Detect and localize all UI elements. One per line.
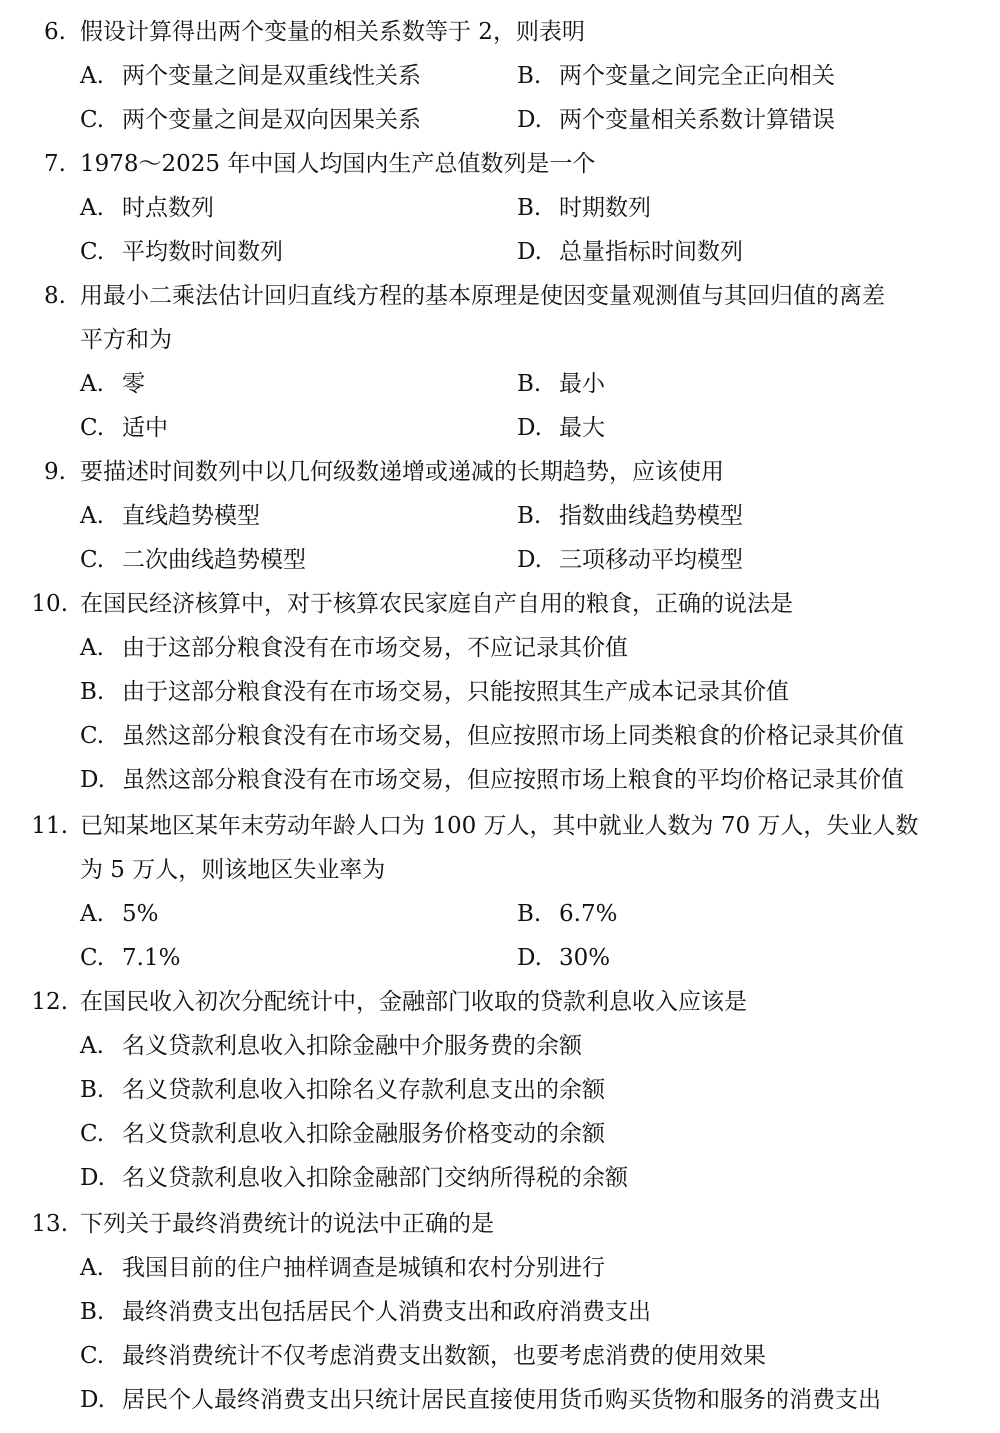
- option-a: [80, 899, 159, 929]
- option-text: 零: [122, 371, 145, 397]
- option-b: [517, 193, 651, 223]
- question-number: 8.: [44, 283, 66, 309]
- option-text: 最大: [559, 415, 605, 441]
- option-d: [517, 105, 835, 135]
- option-a: [80, 501, 260, 531]
- option-text: 总量指标时间数列: [559, 239, 743, 265]
- option-letter: B.: [80, 679, 105, 705]
- option-text: 平均数时间数列: [122, 239, 283, 265]
- option-letter: D.: [517, 107, 542, 133]
- option-c: [80, 1119, 605, 1149]
- option-a: [80, 61, 421, 91]
- option-letter: A.: [80, 195, 104, 221]
- option-letter: C.: [80, 415, 105, 441]
- option-a: [80, 1031, 582, 1061]
- option-c: [80, 105, 421, 135]
- question-stem: 在国民经济核算中，对于核算农民家庭自产自用的粮食，正确的说法是: [80, 591, 793, 617]
- option-b: [517, 501, 743, 531]
- option-letter: A.: [80, 371, 104, 397]
- option-c: [80, 545, 306, 575]
- option-a: [80, 193, 214, 223]
- option-letter: B.: [80, 1299, 105, 1325]
- option-a: [80, 633, 628, 663]
- option-letter: C.: [80, 107, 105, 133]
- question-number: 13.: [31, 1211, 68, 1237]
- option-text: 30%: [559, 945, 611, 971]
- option-letter: B.: [517, 63, 542, 89]
- option-letter: A.: [80, 1255, 104, 1281]
- option-text: 虽然这部分粮食没有在市场交易，但应按照市场上粮食的平均价格记录其价值: [122, 767, 904, 793]
- option-d: [80, 1385, 881, 1415]
- question-stem: 假设计算得出两个变量的相关系数等于 2，则表明: [80, 19, 585, 45]
- option-letter: A.: [80, 901, 104, 927]
- option-text: 时期数列: [559, 195, 651, 221]
- option-a: [80, 1253, 605, 1283]
- option-text: 直线趋势模型: [122, 503, 260, 529]
- question-number: 12.: [31, 989, 68, 1015]
- question-number: 6.: [44, 19, 66, 45]
- option-letter: B.: [517, 901, 542, 927]
- option-letter: C.: [80, 723, 105, 749]
- option-letter: D.: [80, 767, 105, 793]
- question-stem: 已知某地区某年末劳动年龄人口为 100 万人，其中就业人数为 70 万人，失业人数: [80, 813, 919, 839]
- question-stem: 用最小二乘法估计回归直线方程的基本原理是使因变量观测值与其回归值的离差: [80, 283, 885, 309]
- question-number: 11.: [31, 813, 68, 839]
- option-b: [80, 677, 789, 707]
- option-text: 5%: [122, 901, 159, 927]
- option-text: 两个变量之间是双重线性关系: [122, 63, 421, 89]
- option-text: 我国目前的住户抽样调查是城镇和农村分别进行: [122, 1255, 605, 1281]
- option-c: [80, 943, 180, 973]
- option-text: 三项移动平均模型: [559, 547, 743, 573]
- option-text: 两个变量相关系数计算错误: [559, 107, 835, 133]
- question-stem: 要描述时间数列中以几何级数递增或递减的长期趋势，应该使用: [80, 459, 724, 485]
- option-text: 名义贷款利息收入扣除金融中介服务费的余额: [122, 1033, 582, 1059]
- option-letter: C.: [80, 547, 105, 573]
- option-text: 居民个人最终消费支出只统计居民直接使用货币购买货物和服务的消费支出: [122, 1387, 881, 1413]
- option-letter: C.: [80, 1343, 105, 1369]
- option-letter: A.: [80, 635, 104, 661]
- option-text: 适中: [122, 415, 168, 441]
- option-letter: D.: [80, 1387, 105, 1413]
- option-text: 最终消费支出包括居民个人消费支出和政府消费支出: [122, 1299, 651, 1325]
- question-number: 9.: [44, 459, 66, 485]
- option-c: [80, 237, 283, 267]
- question-number: 7.: [44, 151, 66, 177]
- option-b: [517, 61, 835, 91]
- option-letter: C.: [80, 945, 105, 971]
- option-letter: D.: [517, 239, 542, 265]
- option-text: 虽然这部分粮食没有在市场交易，但应按照市场上同类粮食的价格记录其价值: [122, 723, 904, 749]
- option-d: [517, 237, 743, 267]
- option-text: 名义贷款利息收入扣除金融服务价格变动的余额: [122, 1121, 605, 1147]
- option-text: 指数曲线趋势模型: [559, 503, 743, 529]
- option-text: 由于这部分粮食没有在市场交易，只能按照其生产成本记录其价值: [122, 679, 789, 705]
- option-text: 两个变量之间是双向因果关系: [122, 107, 421, 133]
- option-text: 两个变量之间完全正向相关: [559, 63, 835, 89]
- option-text: 最小: [559, 371, 605, 397]
- question-number: 10.: [31, 591, 68, 617]
- option-letter: C.: [80, 1121, 105, 1147]
- question-stem: 在国民收入初次分配统计中，金融部门收取的贷款利息收入应该是: [80, 989, 747, 1015]
- option-d: [80, 765, 904, 795]
- option-c: [80, 413, 168, 443]
- option-a: [80, 369, 145, 399]
- question-stem: 下列关于最终消费统计的说法中正确的是: [80, 1211, 494, 1237]
- option-letter: D.: [517, 547, 542, 573]
- option-letter: D.: [517, 945, 542, 971]
- option-letter: C.: [80, 239, 105, 265]
- option-text: 名义贷款利息收入扣除金融部门交纳所得税的余额: [122, 1165, 628, 1191]
- option-b: [517, 369, 605, 399]
- option-letter: B.: [517, 503, 542, 529]
- option-d: [517, 545, 743, 575]
- question-stem: 1978～2025 年中国人均国内生产总值数列是一个: [80, 151, 596, 177]
- option-c: [80, 1341, 766, 1371]
- option-text: 6.7%: [559, 901, 618, 927]
- option-text: 时点数列: [122, 195, 214, 221]
- option-letter: B.: [517, 195, 542, 221]
- option-text: 名义贷款利息收入扣除名义存款利息支出的余额: [122, 1077, 605, 1103]
- option-text: 由于这部分粮食没有在市场交易，不应记录其价值: [122, 635, 628, 661]
- option-text: 最终消费统计不仅考虑消费支出数额，也要考虑消费的使用效果: [122, 1343, 766, 1369]
- option-letter: B.: [517, 371, 542, 397]
- option-d: [517, 413, 605, 443]
- option-text: 7.1%: [122, 945, 181, 971]
- option-letter: D.: [80, 1165, 105, 1191]
- option-letter: B.: [80, 1077, 105, 1103]
- option-b: [80, 1297, 651, 1327]
- option-b: [517, 899, 617, 929]
- option-d: [517, 943, 610, 973]
- option-text: 二次曲线趋势模型: [122, 547, 306, 573]
- option-letter: A.: [80, 63, 104, 89]
- option-d: [80, 1163, 628, 1193]
- option-b: [80, 1075, 605, 1105]
- question-stem-continued: 为 5 万人，则该地区失业率为: [80, 857, 386, 883]
- option-letter: A.: [80, 503, 104, 529]
- option-letter: D.: [517, 415, 542, 441]
- option-letter: A.: [80, 1033, 104, 1059]
- option-c: [80, 721, 904, 751]
- question-stem-continued: 平方和为: [80, 327, 172, 353]
